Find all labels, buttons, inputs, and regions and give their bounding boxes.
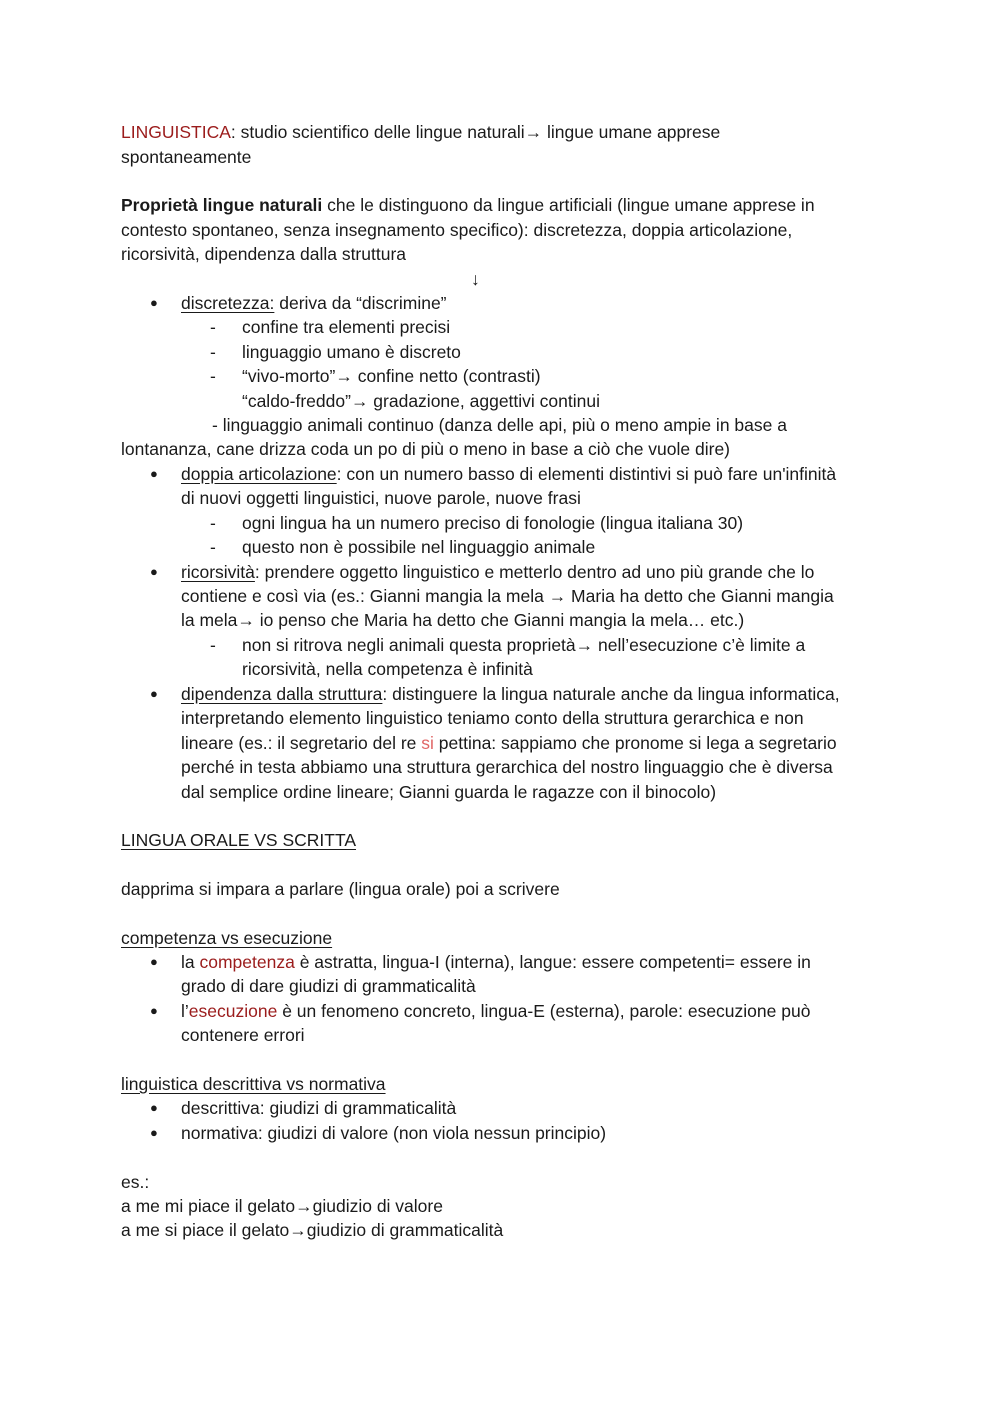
dipendenza-item: dipendenza dalla struttura: distinguere la lingua naturale anche da lingua informatica,	[181, 684, 840, 704]
competenza-item-2: l’esecuzione è un fenomeno concreto, lingua-E (esterna), parole: esecuzione può	[181, 1001, 811, 1021]
orale-text: dapprima si impara a parlare (lingua orale) poi a scrivere	[121, 879, 560, 899]
discretezza-sub-4-line-1: - linguaggio animali continuo (danza delle api, più o meno ampie in base a	[212, 415, 787, 435]
descrittiva-item-1: descrittiva: giudizi di grammaticalità	[181, 1098, 457, 1118]
dash-icon: -	[210, 513, 216, 533]
competenza-item-2-line-2: contenere errori	[181, 1025, 305, 1045]
dipendenza-line-3: lineare (es.: il segretario del re si pettina: sappiamo che pronome si lega a segretario	[181, 733, 837, 753]
bullet-icon: ●	[150, 295, 158, 310]
ricorsivita-term: ricorsività	[181, 562, 255, 582]
esempi-label: es.:	[121, 1172, 150, 1192]
doppia-item: doppia articolazione: con un numero basso di elementi distintivi si può fare un'infinità	[181, 464, 837, 484]
doppia-term: doppia articolazione	[181, 464, 337, 484]
descrittiva-heading: linguistica descrittiva vs normativa	[121, 1074, 386, 1094]
bullet-icon: ●	[150, 954, 158, 969]
descrittiva-item-2: normativa: giudizi di valore (non viola nessun principio)	[181, 1123, 607, 1143]
dipendenza-line-2: interpretando elemento linguistico teniamo conto della struttura gerarchica e non	[181, 708, 804, 728]
competenza-item-1-line-2: grado di dare giudizi di grammaticalità	[181, 976, 476, 996]
discretezza-sub-4-line-2: lontananza, cane drizza coda un po di più o meno in base a ciò che vuole dire)	[121, 439, 731, 459]
esecuzione-term: esecuzione	[188, 1001, 278, 1021]
properties-line-1: Proprietà lingue naturali che le distinguono da lingue artificiali (lingue umane apprese in	[121, 195, 815, 215]
discretezza-sub-3b: “caldo-freddo”→ gradazione, aggettivi continui	[242, 391, 600, 411]
discretezza-term: discretezza:	[181, 293, 275, 313]
ricorsivita-line-3: la mela→ io penso che Maria ha detto che Gianni mangia la mela… etc.)	[181, 610, 745, 630]
ricorsivita-sub-1-line-1: non si ritrova negli animali questa proprietà→ nell’esecuzione c’è limite a	[242, 635, 806, 655]
dash-icon: -	[210, 342, 216, 362]
esempi-line-1: a me mi piace il gelato→giudizio di valore	[121, 1196, 443, 1216]
ricorsivita-item: ricorsività: prendere oggetto linguistico e metterlo dentro ad uno più grande che lo	[181, 562, 815, 582]
doppia-line-2: di nuovi oggetti linguistici, nuove parole, nuove frasi	[181, 488, 581, 508]
bullet-icon: ●	[150, 686, 158, 701]
orale-heading: LINGUA ORALE VS SCRITTA	[121, 830, 357, 850]
ricorsivita-line-2: contiene e così via (es.: Gianni mangia la mela → Maria ha detto che Gianni mangia	[181, 586, 834, 606]
doppia-sub-1: ogni lingua ha un numero preciso di fonologie (lingua italiana 30)	[242, 513, 744, 533]
properties-title: Proprietà lingue naturali	[121, 195, 323, 215]
dipendenza-line-4: perché in testa abbiamo una struttura gerarchica del nostro linguaggio che è diversa	[181, 757, 833, 777]
bullet-icon: ●	[150, 1003, 158, 1018]
linguistica-term: LINGUISTICA	[121, 122, 231, 142]
competenza-term: competenza	[199, 952, 295, 972]
bullet-icon: ●	[150, 564, 158, 579]
bullet-icon: ●	[150, 1125, 158, 1140]
discretezza-sub-2: linguaggio umano è discreto	[242, 342, 461, 362]
properties-line-2: contesto spontaneo, senza insegnamento specifico): discretezza, doppia articolazione,	[121, 220, 793, 240]
highlight-si: si	[421, 733, 434, 753]
dash-icon: -	[210, 317, 216, 337]
discretezza-item: discretezza: deriva da “discrimine”	[181, 293, 447, 313]
dipendenza-term: dipendenza dalla struttura	[181, 684, 383, 704]
bullet-icon: ●	[150, 466, 158, 481]
bullet-icon: ●	[150, 1100, 158, 1115]
intro-definition: : studio scientifico delle lingue naturali→ lingue umane apprese	[230, 122, 721, 142]
intro-line-1	[121, 120, 720, 144]
ricorsivita-sub-1-line-2: ricorsività, nella competenza è infinità	[242, 659, 533, 679]
dipendenza-line-5: dal semplice ordine lineare; Gianni guarda le ragazze con il binocolo)	[181, 782, 717, 802]
doppia-sub-2: questo non è possibile nel linguaggio animale	[242, 537, 596, 557]
intro-line-2: spontaneamente	[121, 147, 252, 167]
dash-icon: -	[210, 635, 216, 655]
competenza-item-1: la competenza è astratta, lingua-I (interna), langue: essere competenti= essere in	[181, 952, 811, 972]
properties-line-3: ricorsività, dipendenza dalla struttura	[121, 244, 407, 264]
discretezza-sub-3: “vivo-morto”→ confine netto (contrasti)	[242, 366, 541, 386]
dash-icon: -	[210, 366, 216, 386]
down-arrow: ↓	[471, 269, 480, 289]
competenza-heading: competenza vs esecuzione	[121, 928, 333, 948]
esempi-line-2: a me si piace il gelato→giudizio di grammaticalità	[121, 1220, 504, 1240]
dash-icon: -	[210, 537, 216, 557]
discretezza-sub-1: confine tra elementi precisi	[242, 317, 451, 337]
